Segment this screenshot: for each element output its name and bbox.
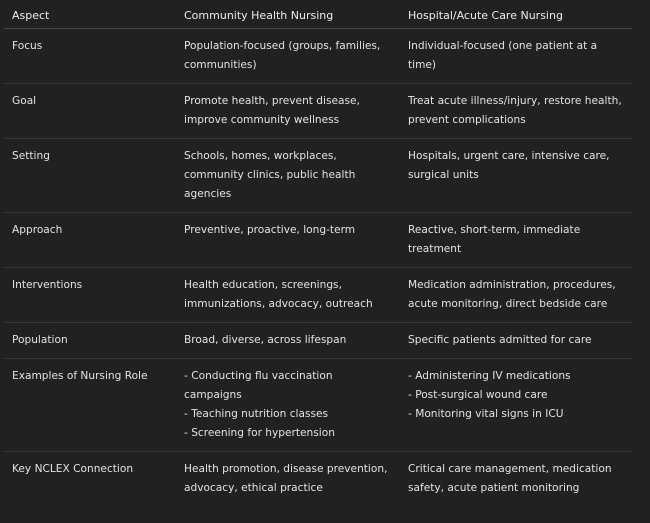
cell-line: - Post-surgical wound care xyxy=(408,389,548,401)
cell-line: Broad, diverse, across lifespan xyxy=(184,334,347,346)
cell-hospital-acute-care xyxy=(400,452,632,507)
cell-community-health xyxy=(176,213,400,268)
cell-hospital-acute-care xyxy=(400,84,632,139)
cell-line: Promote health, prevent disease, improve community wellness xyxy=(184,95,360,126)
cell-line: - Monitoring vital signs in ICU xyxy=(408,408,564,420)
table-row xyxy=(4,213,632,268)
cell-community-health xyxy=(176,268,400,323)
table-header xyxy=(4,0,632,29)
cell-hospital-acute-care xyxy=(400,213,632,268)
table-row xyxy=(4,139,632,213)
cell-line: Specific patients admitted for care xyxy=(408,334,592,346)
table-row xyxy=(4,359,632,452)
cell-line: - Teaching nutrition classes xyxy=(184,408,329,420)
cell-community-health xyxy=(176,323,400,359)
comparison-table xyxy=(4,0,632,506)
cell-line: Reactive, short-term, immediate treatment xyxy=(408,224,581,255)
header-row xyxy=(4,0,632,29)
cell-aspect: Setting xyxy=(4,139,176,213)
header-community-health-nursing: Community Health Nursing xyxy=(176,0,400,29)
cell-hospital-acute-care xyxy=(400,139,632,213)
cell-line: - Screening for hypertension xyxy=(184,427,335,439)
cell-community-health xyxy=(176,84,400,139)
header-hospital-acute-care-nursing: Hospital/Acute Care Nursing xyxy=(400,0,632,29)
cell-line: Preventive, proactive, long-term xyxy=(184,224,356,236)
cell-hospital-acute-care xyxy=(400,323,632,359)
table-body xyxy=(4,29,632,507)
cell-aspect: Population xyxy=(4,323,176,359)
cell-aspect: Focus xyxy=(4,29,176,84)
cell-line: - Administering IV medications xyxy=(408,370,571,382)
cell-line: Schools, homes, workplaces, community clinics, public health agencies xyxy=(184,150,356,200)
cell-line: - Conducting flu vaccination campaigns xyxy=(184,370,333,401)
table-row xyxy=(4,84,632,139)
table-row xyxy=(4,268,632,323)
cell-line: Medication administration, procedures, acute monitoring, direct bedside care xyxy=(408,279,616,310)
cell-line: Hospitals, urgent care, intensive care, surgical units xyxy=(408,150,610,181)
cell-hospital-acute-care xyxy=(400,268,632,323)
cell-aspect: Goal xyxy=(4,84,176,139)
cell-line: Treat acute illness/injury, restore health, prevent complications xyxy=(408,95,622,126)
cell-line: Health education, screenings, immunizations, advocacy, outreach xyxy=(184,279,373,310)
cell-community-health xyxy=(176,359,400,452)
cell-aspect: Approach xyxy=(4,213,176,268)
cell-hospital-acute-care xyxy=(400,29,632,84)
cell-line: Population-focused (groups, families, communities) xyxy=(184,40,381,71)
cell-line: Individual-focused (one patient at a time) xyxy=(408,40,598,71)
header-aspect: Aspect xyxy=(4,0,176,29)
table-row xyxy=(4,323,632,359)
cell-community-health xyxy=(176,452,400,507)
cell-aspect: Key NCLEX Connection xyxy=(12,463,134,475)
cell-community-health xyxy=(176,139,400,213)
cell-community-health xyxy=(176,29,400,84)
cell-aspect: Examples of Nursing Role xyxy=(4,359,176,452)
cell-line: Health promotion, disease prevention, advocacy, ethical practice xyxy=(184,463,388,494)
cell-hospital-acute-care xyxy=(400,359,632,452)
table-row xyxy=(4,452,632,507)
table-row xyxy=(4,29,632,84)
cell-line: Critical care management, medication safety, acute patient monitoring xyxy=(408,463,612,494)
cell-aspect: Interventions xyxy=(4,268,176,323)
